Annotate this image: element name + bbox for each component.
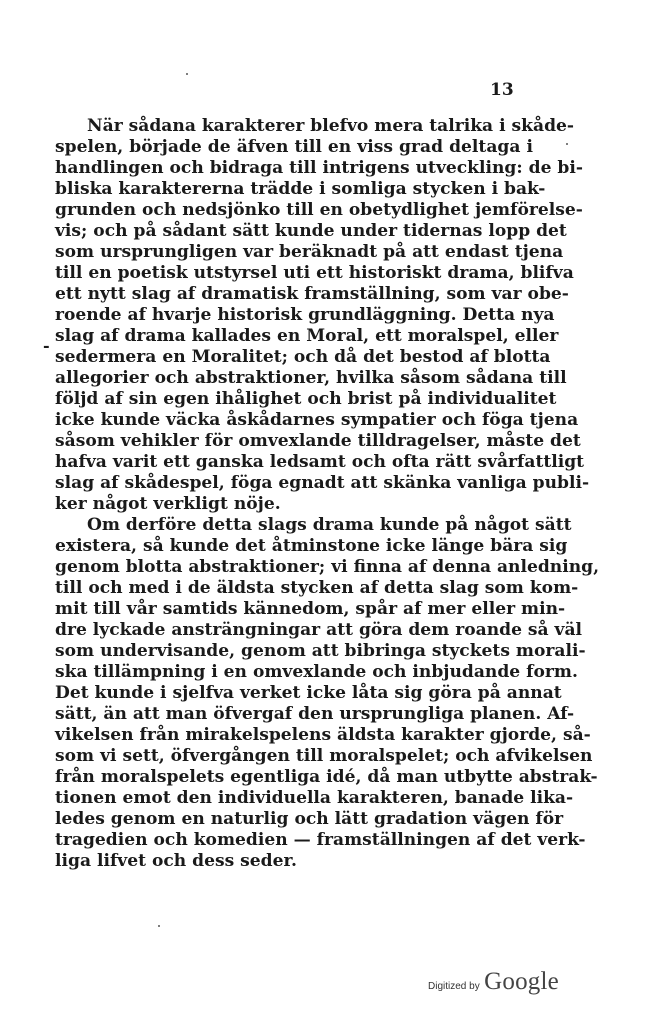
text-line: som ursprungligen var beräknadt på att endast tjena — [55, 242, 564, 262]
text-line: som vi sett, öfvergången till moralspelet; och afvikelsen — [55, 746, 593, 766]
google-logo-text: Google — [484, 968, 559, 995]
text-line: vis; och på sådant sätt kunde under tidernas lopp det — [55, 221, 567, 241]
text-line: till och med i de äldsta stycken af detta slag som kom- — [55, 578, 579, 598]
text-line: sedermera en Moralitet; och då det bestod af blotta — [55, 347, 551, 367]
text-line: till en poetisk utstyrsel uti ett historiskt drama, blifva — [55, 263, 574, 283]
print-speck — [158, 925, 160, 927]
text-line: allegorier och abstraktioner, hvilka såsom sådana till — [55, 368, 567, 388]
text-line: såsom vehikler för omvexlande tilldragelser, måste det — [55, 431, 581, 451]
text-line: spelen, började de äfven till en viss grad deltaga i — [55, 137, 533, 157]
text-line: slag af drama kallades en Moral, ett moralspel, eller — [55, 326, 559, 346]
text-line: slag af skådespel, föga egnadt att skänka vanliga publi- — [55, 473, 590, 493]
text-line: dre lyckade ansträngningar att göra dem roande så väl — [55, 620, 583, 640]
text-line: tionen emot den individuella karakteren, banade lika- — [55, 788, 574, 808]
text-line: liga lifvet och dess seder. — [55, 851, 297, 871]
text-line: följd af sin egen ihålighet och brist på individualitet — [55, 389, 557, 409]
text-line: sätt, än att man öfvergaf den ursprungliga planen. Af- — [55, 704, 575, 724]
text-line: ska tillämpning i en omvexlande och inbjudande form. — [55, 662, 578, 682]
text-line: icke kunde väcka åskådarnes sympatier och föga tjena — [55, 410, 579, 430]
text-line: handlingen och bidraga till intrigens utveckling: de bi- — [55, 158, 583, 178]
text-line: mit till vår samtids kännedom, spår af mer eller min- — [55, 599, 566, 619]
margin-mark: - — [43, 336, 50, 355]
body-text — [55, 116, 600, 872]
page-number: 13 — [490, 80, 514, 100]
text-line: ker något verkligt nöje. — [55, 494, 281, 514]
text-line: som undervisande, genom att bibringa styckets morali- — [55, 641, 586, 661]
print-speck — [566, 143, 568, 145]
text-line: hafva varit ett ganska ledsamt och ofta rätt svårfattligt — [55, 452, 585, 472]
text-line: tragedien och komedien — framställningen af det verk- — [55, 830, 586, 850]
text-line: ett nytt slag af dramatisk framställning, som var obe- — [55, 284, 569, 304]
text-line: När sådana karakterer blefvo mera talrika i skåde- — [87, 116, 574, 136]
print-speck — [186, 73, 188, 75]
text-line: Det kunde i sjelfva verket icke låta sig göra på annat — [55, 683, 562, 703]
text-line: vikelsen från mirakelspelens äldsta karakter gjorde, så- — [55, 725, 591, 745]
digitized-by-google-watermark — [428, 968, 559, 996]
text-line: grunden och nedsjönko till en obetydlighet jemförelse- — [55, 200, 583, 220]
watermark-prefix: Digitized by — [428, 981, 480, 992]
text-line: genom blotta abstraktioner; vi finna af denna anledning, — [55, 557, 600, 577]
text-line: bliska karaktererna trädde i somliga stycken i bak- — [55, 179, 546, 199]
text-line: ledes genom en naturlig och lätt gradation vägen för — [55, 809, 564, 829]
text-line: existera, så kunde det åtminstone icke länge bära sig — [55, 536, 568, 556]
text-line: Om derföre detta slags drama kunde på något sätt — [87, 515, 572, 535]
text-line: från moralspelets egentliga idé, då man utbytte abstrak- — [55, 767, 598, 787]
text-line: roende af hvarje historisk grundläggning. Detta nya — [55, 305, 555, 325]
